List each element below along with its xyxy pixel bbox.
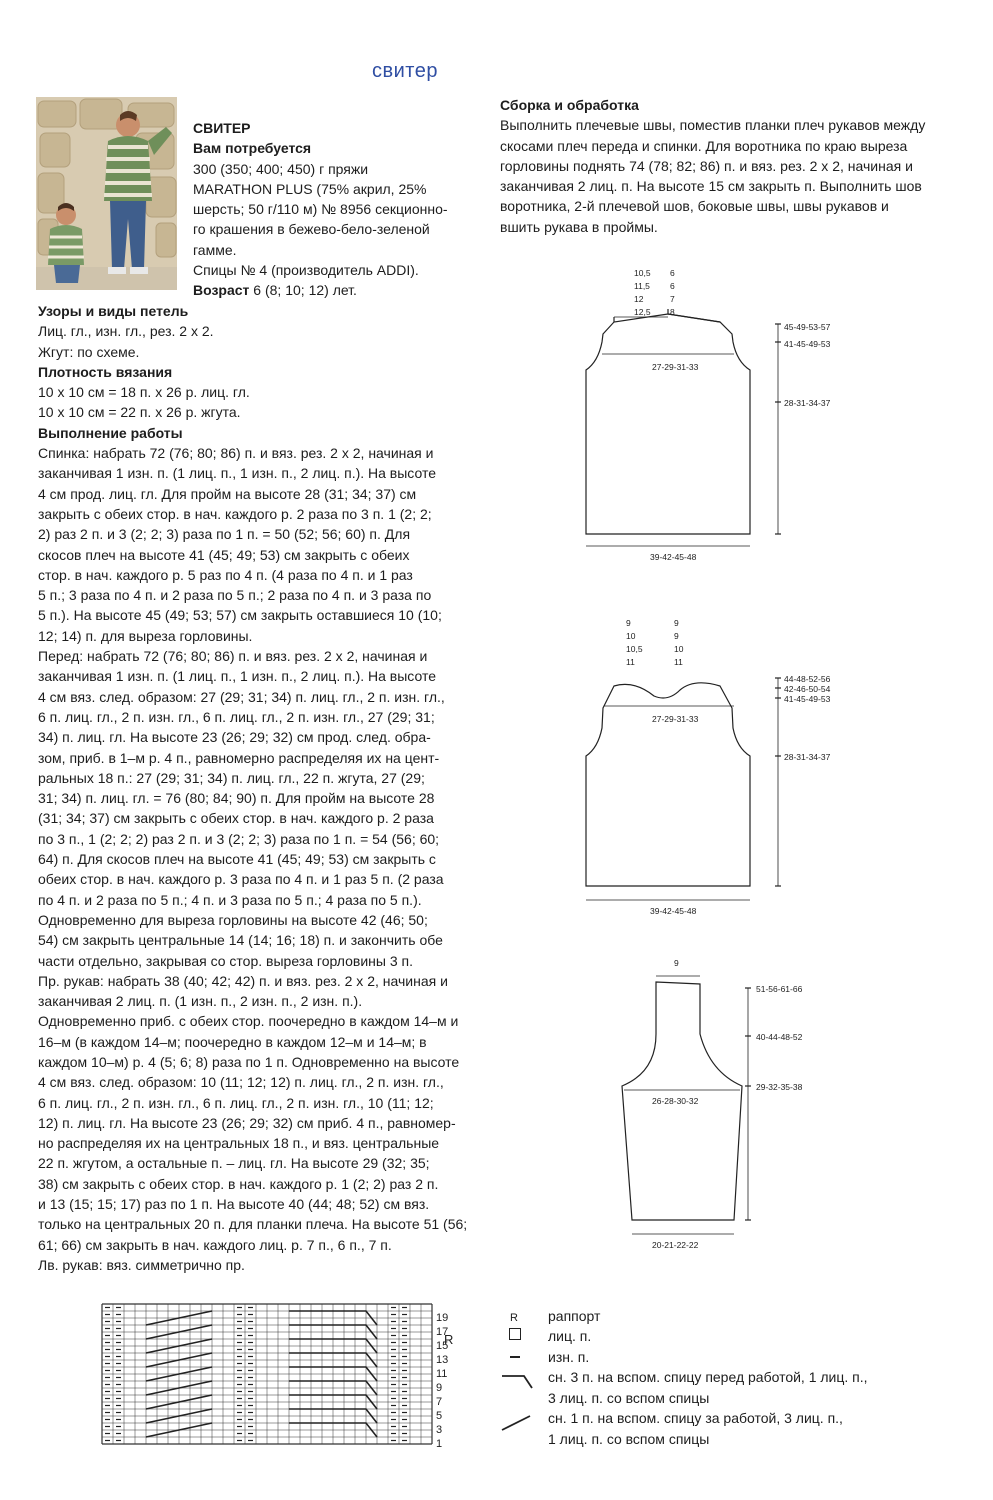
empty-square-icon <box>509 1328 521 1340</box>
work-line: по 4 п. и 2 раза по 5 п.; 4 п. и 3 раза по 5 п.; 4 раза по 5 п.). <box>38 891 422 908</box>
back-top-right-0: 6 <box>670 268 675 278</box>
work-line: части отдельно, закрывая со стор. выреза горловины 3 п. <box>38 952 413 969</box>
legend-item-cable-back-2: 1 лиц. п. со вспом спицы <box>548 1431 710 1447</box>
gauge-line: 10 х 10 см = 22 п. х 26 р. жгута. <box>38 404 241 421</box>
sleeve-bottom: 20-21-22-22 <box>652 1240 699 1250</box>
front-top-left-1: 10 <box>626 631 636 641</box>
work-line: 6 п. лиц. гл., 2 п. изн. гл., 6 п. лиц. гл., 2 п. изн. гл., 27 (29; 31; <box>38 708 435 725</box>
page-title: свитер <box>372 60 438 82</box>
instructions-column <box>38 301 467 1275</box>
work-line: Спинка: набрать 72 (76; 80; 86) п. и вяз. рез. 2 х 2, начиная и <box>38 445 434 462</box>
work-heading: Выполнение работы <box>38 424 183 441</box>
back-top-left-1: 11,5 <box>634 281 650 291</box>
back-top-left-0: 10,5 <box>634 268 651 278</box>
work-line: 31; 34) п. лиц. гл. = 76 (80; 84; 90) п. Для пройм на высоте 28 <box>38 790 435 807</box>
work-line: 38) см закрыть с обеих стор. в нач. каждого р. 1 (2; 2) раз 2 п. <box>38 1175 439 1192</box>
work-line: 54) см закрыть центральные 14 (14; 16; 18) п. и закончить обе <box>38 932 443 949</box>
legend-item-cable-front-2: 3 лиц. п. со вспом спицы <box>548 1390 710 1406</box>
chart-row-label: 19 <box>436 1312 449 1324</box>
cable-left-icon <box>500 1412 536 1432</box>
back-right-1: 45-49-53-57 <box>784 322 831 332</box>
cable-right-icon <box>500 1370 536 1390</box>
work-line: Лв. рукав: вяз. симметрично пр. <box>38 1256 245 1273</box>
work-line: 5 п.). На высоте 45 (49; 53; 57) см закрыть оставшиеся 10 (10; <box>38 607 442 624</box>
front-bottom: 39-42-45-48 <box>650 906 697 916</box>
children-sweater-photo <box>36 97 177 290</box>
front-top-left-2: 10,5 <box>626 644 643 654</box>
patterns-line: Лиц. гл., изн. гл., рез. 2 х 2. <box>38 323 214 340</box>
back-top-right-2: 7 <box>670 294 675 304</box>
chart-row-label: 5 <box>436 1410 443 1422</box>
gauge-heading: Плотность вязания <box>38 363 173 380</box>
work-line: по 3 п., 1 (2; 2; 2) раз 2 п. и 3 (2; 2; 3) раза по 1 п. = 54 (56; 60; <box>38 830 440 847</box>
work-line: 64) п. Для скосов плеч на высоте 41 (45; 49; 53) см закрыть с <box>38 851 436 868</box>
front-top-left-3: 11 <box>626 657 635 667</box>
legend-item-repeat: раппорт <box>548 1308 601 1324</box>
work-text <box>38 443 467 1275</box>
work-line: каждом 10–м) р. 4 (5; 6; 8) раза по 1 п. Одновременно на высоте <box>38 1053 460 1070</box>
back-schematic <box>570 262 860 572</box>
back-top-left-2: 12 <box>634 294 644 304</box>
work-line: обеих стор. в нач. каждого р. 3 раза по 4 п. и 1 раз 5 п. (2 раза <box>38 871 444 888</box>
sleeve-right-1: 51-56-61-66 <box>756 984 803 994</box>
age-line <box>193 280 448 300</box>
front-top-right-3: 11 <box>674 657 683 667</box>
work-line: 4 см прод. лиц. гл. Для пройм на высоте 28 (31; 34; 37) см <box>38 485 417 502</box>
assembly-block <box>500 95 925 237</box>
work-line: закрыть с обеих стор. в нач. каждого р. 2 раза по 3 п. 1 (2; 2; <box>38 505 432 522</box>
back-inner-width: 27-29-31-33 <box>652 362 699 372</box>
sleeve-right-3: 29-32-35-38 <box>756 1082 803 1092</box>
repeat-symbol: R <box>510 1312 518 1324</box>
age-value: 6 (8; 10; 12) лет. <box>249 282 357 299</box>
gauge-line: 10 х 10 см = 18 п. х 26 р. лиц. гл. <box>38 384 250 401</box>
work-line: 4 см вяз. след. образом: 27 (29; 31; 34) п. лиц. гл., 2 п. изн. гл., <box>38 688 445 705</box>
front-top-right-1: 9 <box>674 631 679 641</box>
materials-heading: Вам потребуется <box>193 140 312 157</box>
materials-line: Спицы № 4 (производитель ADDI). <box>193 262 419 279</box>
front-right-3: 41-45-49-53 <box>784 694 831 704</box>
patterns-line: Жгут: по схеме. <box>38 343 140 360</box>
chart-row-label: 13 <box>436 1354 449 1366</box>
front-inner-width: 27-29-31-33 <box>652 714 699 724</box>
front-top-right-2: 10 <box>674 644 684 654</box>
chart-row-label: 11 <box>436 1368 448 1380</box>
sleeve-inner-width: 26-28-30-32 <box>652 1096 699 1106</box>
materials-line: гамме. <box>193 241 237 258</box>
work-line: стор. в нач. каждого р. 5 раз по 4 п. (4 раза по 4 п. и 1 раз <box>38 566 413 583</box>
assembly-line: горловины поднять 74 (78; 82; 86) п. и вяз. рез. 2 х 2, начиная и <box>500 157 913 174</box>
front-right-4: 28-31-34-37 <box>784 752 831 762</box>
work-line: заканчивая 1 изн. п. (1 лиц. п., 1 изн. п., 2 лиц. п.). На высоте <box>38 465 436 482</box>
chart-legend <box>500 1306 920 1456</box>
chart-row-label: 15 <box>436 1340 449 1352</box>
work-line: Пр. рукав: набрать 38 (40; 42; 42) п. и вяз. рез. 2 х 2, начиная и <box>38 972 448 989</box>
work-line: Одновременно приб. с обеих стор. поочередно в каждом 14–м и <box>38 1013 459 1030</box>
sleeve-right-2: 40-44-48-52 <box>756 1032 803 1042</box>
work-line: скосов плеч на высоте 41 (45; 49; 53) см закрыть с обеих <box>38 546 410 563</box>
work-line: но распределяя их на центральных 18 п., и вяз. центральные <box>38 1135 440 1152</box>
work-line: 34) п. лиц. гл. На высоте 23 (26; 29; 32) см прод. след. обра- <box>38 729 431 746</box>
legend-item-knit: лиц. п. <box>548 1328 592 1344</box>
work-line: 16–м (в каждом 14–м; поочередно в каждом 12–м и 14–м; в <box>38 1033 427 1050</box>
chart-row-label: 17 <box>436 1326 449 1338</box>
front-right-1: 44-48-52-56 <box>784 674 831 684</box>
work-line: 2) раз 2 п. и 3 (2; 2; 3) раза по 1 п. = 50 (52; 56; 60) п. Для <box>38 526 411 543</box>
front-schematic <box>570 616 860 922</box>
materials-line: 300 (350; 400; 450) г пряжи <box>193 160 369 177</box>
chart-row-label: 9 <box>436 1382 443 1394</box>
assembly-heading: Сборка и обработка <box>500 97 639 113</box>
chart-row-label: 3 <box>436 1424 443 1436</box>
back-top-left-3: 12,5 <box>634 307 651 317</box>
back-top-right-3: 8 <box>670 307 675 317</box>
work-line: 12) п. лиц. гл. На высоте 23 (26; 29; 32) см приб. 4 п., равномер- <box>38 1114 456 1131</box>
work-line: заканчивая 1 изн. п. (1 лиц. п., 1 изн. п., 2 лиц. п.). На высоте <box>38 668 436 685</box>
chart-row-label: 1 <box>436 1438 443 1450</box>
back-top-right-1: 6 <box>670 281 675 291</box>
work-line: 61; 66) см закрыть в нач. каждого лиц. р. 7 п., 6 п., 7 п. <box>38 1236 392 1253</box>
work-line: только на центральных 20 п. для планки плеча. На высоте 51 (56; <box>38 1216 468 1233</box>
materials-line: MARATHON PLUS (75% акрил, 25% <box>193 180 427 197</box>
back-right-3: 28-31-34-37 <box>784 398 831 408</box>
shoulder-line <box>668 314 720 322</box>
cable-chart <box>100 1300 460 1450</box>
back-right-2: 41-45-49-53 <box>784 339 831 349</box>
assembly-line: скосами плеч переда и спинки. Для воротника по краю выреза <box>500 137 908 154</box>
assembly-line: Выполнить плечевые швы, поместив планки плеч рукавов между <box>500 117 926 134</box>
sleeve-top: 9 <box>674 958 679 968</box>
sweater-title: СВИТЕР <box>193 120 251 136</box>
work-line: (31; 34; 37) см закрыть с обеих стор. в нач. каждого р. 2 раза <box>38 810 434 827</box>
patterns-heading: Узоры и виды петель <box>38 303 189 319</box>
chart-row-label: 7 <box>436 1396 443 1408</box>
intro-block <box>193 118 448 301</box>
work-line: 6 п. лиц. гл., 2 п. изн. гл., 6 п. лиц. гл., 2 п. изн. гл., 10 (11; 12; <box>38 1094 434 1111</box>
assembly-line: воротника, 2-й плечевой шов, боковые швы, швы рукавов и <box>500 198 889 215</box>
work-line: Перед: набрать 72 (76; 80; 86) п. и вяз. рез. 2 х 2, начиная и <box>38 648 428 665</box>
legend-item-cable-front: сн. 3 п. на вспом. спицу перед работой, 1 лиц. п., <box>548 1369 868 1385</box>
dash-icon <box>510 1356 520 1358</box>
work-line: Одновременно для выреза горловины на высоте 42 (46; 50; <box>38 911 428 928</box>
materials-line: го крашения в бежево-бело-зеленой <box>193 221 430 238</box>
front-top-right-0: 9 <box>674 618 679 628</box>
chart-grid <box>102 1304 432 1444</box>
work-line: зом, приб. в 1–м р. 4 п., равномерно распределяя их на цент- <box>38 749 440 766</box>
chart-repeat-mark: R <box>444 1332 454 1347</box>
back-outline <box>586 314 750 534</box>
front-right-2: 42-46-50-54 <box>784 684 831 694</box>
work-line: заканчивая 2 лиц. п. (1 изн. п., 2 изн. п., 2 изн. п.). <box>38 993 363 1010</box>
assembly-line: вшить рукава в проймы. <box>500 218 658 235</box>
materials-line: шерсть; 50 г/110 м) № 8956 секционно- <box>193 201 448 218</box>
age-label: Возраст <box>193 282 250 299</box>
sleeve-schematic <box>600 952 840 1252</box>
work-line: ральных 18 п.: 27 (29; 31; 34) п. лиц. гл., 22 п. жгута, 27 (29; <box>38 769 425 786</box>
work-line: 22 п. жгутом, а остальные п. – лиц. гл. На высоте 29 (32; 35; <box>38 1155 430 1172</box>
work-line: 12; 14) п. для выреза горловины. <box>38 627 253 644</box>
legend-item-cable-back: сн. 1 п. на вспом. спицу за работой, 3 лиц. п., <box>548 1410 843 1426</box>
legend-item-purl: изн. п. <box>548 1349 590 1365</box>
work-line: и 13 (15; 15; 17) раз по 1 п. На высоте 40 (44; 48; 52) см вяз. <box>38 1196 430 1213</box>
back-bottom: 39-42-45-48 <box>650 552 697 562</box>
front-top-left-0: 9 <box>626 618 631 628</box>
work-line: 4 см вяз. след. образом: 10 (11; 12; 12) п. лиц. гл., 2 п. изн. гл., <box>38 1074 444 1091</box>
assembly-line: заканчивая 2 лиц. п. На высоте 15 см закрыть п. Выполнить шов <box>500 178 922 195</box>
work-line: 5 п.; 3 раза по 4 п. и 2 раза по 5 п.; 2 раза по 4 п. и 3 раза по <box>38 587 432 604</box>
product-photo <box>36 97 177 290</box>
